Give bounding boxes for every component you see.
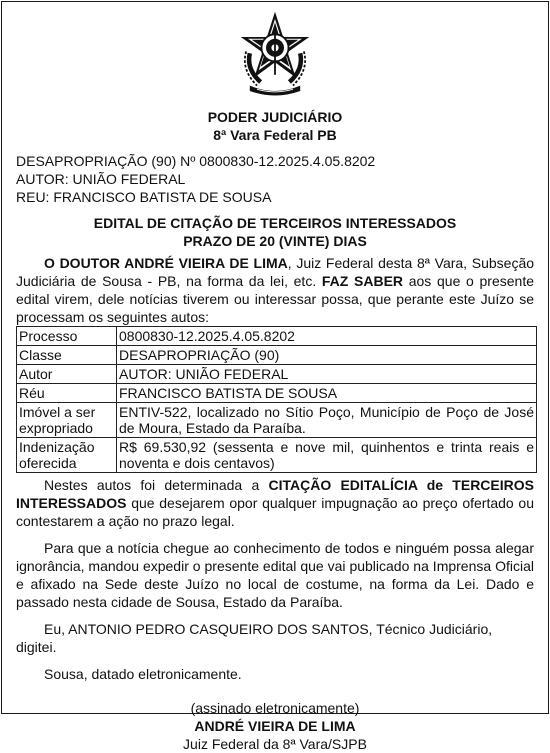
table-row xyxy=(17,384,537,403)
intro-paragraph xyxy=(16,254,534,326)
signature-role: Juiz Federal da 8ª Vara/SJPB xyxy=(183,736,367,752)
case-process-line: DESAPROPRIAÇÃO (90) Nº 0800830-12.2025.4.05.8202 xyxy=(16,153,376,169)
table-row xyxy=(17,403,537,438)
table-label: Classe xyxy=(17,346,117,365)
edital-title-line1: EDITAL DE CITAÇÃO DE TERCEIROS INTERESSADOS xyxy=(93,215,457,231)
table-label: Imóvel a ser expropriado xyxy=(17,403,117,438)
edital-document xyxy=(1,1,549,752)
citation-text-1: Nestes autos foi determinada a xyxy=(44,477,269,493)
table-value: 0800830-12.2025.4.05.8202 xyxy=(117,327,537,346)
intro-text-1: , Juiz Federal desta 8ª Vara, Subseção Judiciária de Sousa - PB, na forma da lei, etc. xyxy=(16,255,535,289)
typist-paragraph: Eu, ANTONIO PEDRO CASQUEIRO DOS SANTOS, Técnico Judiciário, digitei. xyxy=(16,621,493,655)
table-value: FRANCISCO BATISTA DE SOUSA xyxy=(117,384,537,403)
brazil-coat-of-arms-icon xyxy=(230,10,320,100)
edital-title-line2: PRAZO DE 20 (VINTE) DIAS xyxy=(183,233,367,249)
table-label: Indenização oferecida xyxy=(17,438,117,473)
table-row xyxy=(17,346,537,365)
signature-block xyxy=(16,699,534,753)
table-row xyxy=(17,438,537,473)
table-value: R$ 69.530,92 (sessenta e nove mil, quinhentos e trinta reais e noventa e dois centavos) xyxy=(117,438,537,473)
judge-name: O DOUTOR ANDRÉ VIEIRA DE LIMA xyxy=(44,255,288,271)
case-table xyxy=(16,326,537,473)
case-meta xyxy=(16,152,534,206)
court-section: 8ª Vara Federal PB xyxy=(213,127,337,143)
table-label: Autor xyxy=(17,365,117,384)
edital-title xyxy=(16,214,534,250)
case-author-line: AUTOR: UNIÃO FEDERAL xyxy=(16,171,186,187)
table-value: DESAPROPRIAÇÃO (90) xyxy=(117,346,537,365)
date-paragraph: Sousa, datado eletronicamente. xyxy=(44,666,242,682)
citation-text-2: que desejarem opor qualquer impugnação ao preço ofertado ou contestarem a ação no prazo legal. xyxy=(16,495,534,529)
signature-name: ANDRÉ VIEIRA DE LIMA xyxy=(194,718,356,734)
table-row xyxy=(17,327,537,346)
citation-paragraph xyxy=(16,476,534,530)
signature-note: (assinado eletronicamente) xyxy=(190,700,360,716)
table-label: Réu xyxy=(17,384,117,403)
table-label: Processo xyxy=(17,327,117,346)
table-value: ENTIV-522, localizado no Sítio Poço, Município de Poço de José de Moura, Estado da Paraíba. xyxy=(117,403,537,438)
publication-paragraph: Para que a notícia chegue ao conhecimento de todos e ninguém possa alegar ignorância, mandou expedir o presente edital que vai publicado na Imprensa Oficial e afixado na Sede deste Juízo no local de costume, na forma da Lei. Dado e passado nesta cidade de Sousa, Estado da Paraíba. xyxy=(16,540,534,610)
faz-saber: FAZ SABER xyxy=(321,273,404,289)
intro-text-2: aos que o presente edital virem, dele notícias tiverem ou interessar possa, que perante este Juízo se processam os seguintes autos: xyxy=(16,273,534,325)
table-value: AUTOR: UNIÃO FEDERAL xyxy=(117,365,537,384)
table-row xyxy=(17,365,537,384)
citation-bold: CITAÇÃO EDITALÍCIA de TERCEIROS INTERESSADOS xyxy=(16,477,534,511)
case-defendant-line: REU: FRANCISCO BATISTA DE SOUSA xyxy=(16,189,272,205)
court-title: PODER JUDICIÁRIO xyxy=(207,109,343,125)
